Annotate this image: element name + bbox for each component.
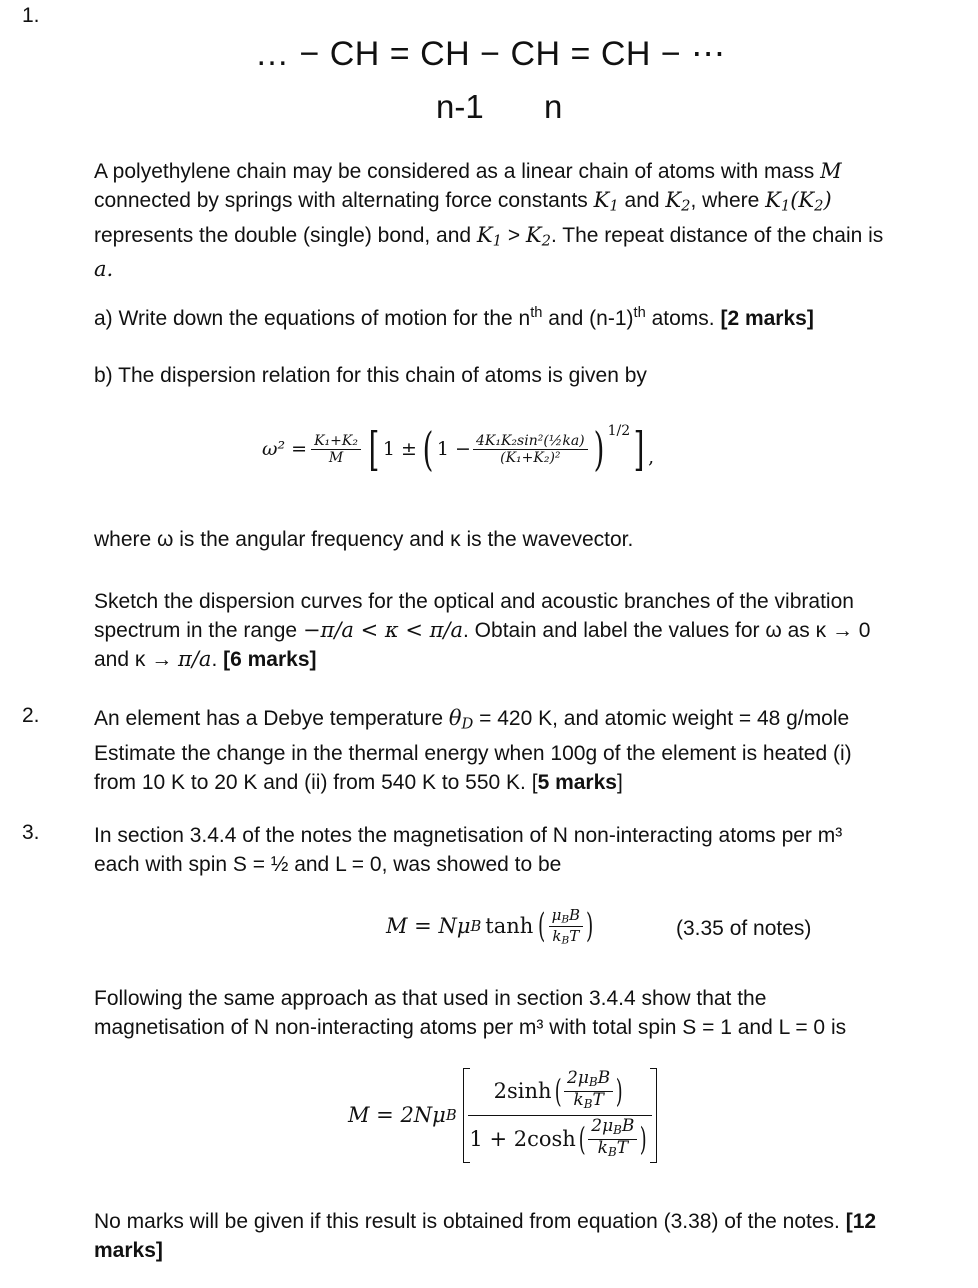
eq-frac-num: K₁+K₂ bbox=[311, 433, 361, 450]
part-a bbox=[94, 305, 814, 331]
eq1-frac-num bbox=[549, 906, 584, 927]
eq-frac bbox=[311, 433, 361, 466]
q3-line-2: each with spin S = ½ and L = 0, was showed to be bbox=[94, 853, 562, 876]
sketch-line-3b: . bbox=[211, 648, 224, 671]
intro-text-3: represents the double (single) bond, and bbox=[94, 223, 477, 247]
eq1-right-paren: ) bbox=[586, 906, 594, 947]
eq1-temperature: T bbox=[569, 926, 580, 945]
where-omega: where ω is the angular frequency and κ is the wavevector. bbox=[94, 528, 634, 551]
eq-right-bracket: ] bbox=[633, 422, 645, 476]
sketch-line-3a: and κ → bbox=[94, 648, 179, 671]
eq2-den-arg-mu: 2μ bbox=[591, 1115, 614, 1136]
eq1-field: B bbox=[569, 906, 581, 924]
no-marks-text: No marks will be given if this result is obtained from equation (3.38) of the notes. bbox=[94, 1210, 846, 1233]
eq-inner-den: (K₁+K₂)² bbox=[500, 449, 561, 466]
eq2-den-arg-k: k bbox=[597, 1137, 608, 1158]
part-a-end: atoms. bbox=[645, 307, 721, 331]
q1-number: 1. bbox=[22, 4, 40, 27]
part-a-th-2: th bbox=[633, 305, 646, 321]
eq1-mu: μ bbox=[551, 906, 562, 924]
no-marks-marks-1: [12 bbox=[845, 1210, 877, 1233]
q2-line-3-text: from 10 K to 20 K and (ii) from 540 K to 550 K. [ bbox=[94, 770, 538, 794]
theta-sub: D bbox=[461, 715, 474, 733]
eq-one-minus: 1 − bbox=[436, 438, 471, 460]
eq1-reference: (3.35 of notes) bbox=[676, 917, 812, 940]
sketch-line-1: Sketch the dispersion curves for the optical and acoustic branches of the vibration bbox=[94, 590, 854, 613]
sketch-line-3 bbox=[94, 645, 934, 674]
part-a-th-1: th bbox=[530, 305, 543, 321]
eq2-lhs-sub: B bbox=[445, 1106, 457, 1124]
intro-line-3 bbox=[94, 221, 934, 256]
follow-line-1: Following the same approach as that used in section 3.4.4 show that the bbox=[94, 987, 767, 1010]
label-n-minus-1: n-1 bbox=[436, 88, 484, 125]
eq2-frac bbox=[468, 1070, 652, 1161]
part-a-mid: and (n-1) bbox=[542, 307, 634, 331]
eq1-k-sub: B bbox=[561, 934, 570, 947]
repeat-distance-symbol: a. bbox=[94, 257, 114, 282]
dispersion-equation bbox=[262, 422, 654, 476]
eq-comma: , bbox=[648, 446, 655, 468]
sketch-paragraph bbox=[94, 587, 934, 674]
eq-left-paren: ( bbox=[422, 422, 434, 476]
sketch-line-2b: . Obtain and label the values for ω as κ → 0 bbox=[463, 619, 871, 642]
eq2-num-arg-mu: 2μ bbox=[567, 1068, 589, 1088]
eq2-cosh: 1 + 2cosh bbox=[469, 1127, 576, 1152]
intro-mass-symbol: M bbox=[820, 159, 842, 183]
k2-ineq: $K_2$ bbox=[525, 222, 551, 250]
eq2-den-arg-k-sub: B bbox=[607, 1144, 617, 1159]
eq2-den-arg-field: B bbox=[621, 1115, 635, 1136]
follow-paragraph bbox=[94, 984, 934, 1042]
eq2-num-arg-field: B bbox=[597, 1068, 611, 1088]
eq2-den-arg-t: T bbox=[616, 1137, 629, 1158]
eq2-num-arg-k: k bbox=[573, 1089, 584, 1110]
sketch-range: −π/a < κ < π/a bbox=[302, 618, 464, 642]
sketch-line-2a: spectrum in the range bbox=[94, 619, 303, 642]
no-marks-paragraph bbox=[94, 1207, 934, 1265]
eq2-den: 1 + 2cosh ( $\frac{2\mu_BB}{k_BT}$ ) bbox=[469, 1115, 648, 1159]
eq2-sinh: 2sinh bbox=[493, 1079, 552, 1104]
q2-line-2: Estimate the change in the thermal energy when 100g of the element is heated (i) bbox=[94, 741, 852, 765]
label-n: n bbox=[544, 88, 563, 125]
equation-3-35 bbox=[386, 906, 596, 946]
eq1-frac bbox=[549, 906, 584, 946]
sketch-pi-a: π/a bbox=[178, 647, 212, 671]
eq2-num-arg bbox=[564, 1070, 613, 1113]
eq2-brackets bbox=[463, 1068, 657, 1163]
sketch-line-2 bbox=[94, 616, 934, 645]
eq2-lhs: M = 2Nμ bbox=[348, 1103, 446, 1128]
eq-power: 1/2 bbox=[607, 423, 631, 439]
intro-text-2: connected by springs with alternating force constants bbox=[94, 189, 594, 212]
q2-line-1b: = 420 K, and atomic weight = 48 g/mole bbox=[473, 707, 850, 730]
k2-symbol: $K_2$ bbox=[665, 188, 691, 215]
q3-line-1: In section 3.4.4 of the notes the magnetisation of N non-interacting atoms per m³ bbox=[94, 824, 843, 847]
q1-intro bbox=[94, 157, 934, 284]
q2-number: 2. bbox=[22, 704, 40, 727]
part-a-text: a) Write down the equations of motion for the n bbox=[94, 307, 531, 331]
where-text: , where bbox=[690, 189, 766, 212]
follow-line-2: magnetisation of N non-interacting atoms per m³ with total spin S = 1 and L = 0 is bbox=[94, 1016, 847, 1039]
q2-line-1a: An element has a Debye temperature bbox=[94, 707, 449, 730]
eq-one-pm: 1 ± bbox=[382, 438, 417, 460]
eq2-num-arg-k-sub: B bbox=[583, 1096, 593, 1111]
eq2-num-arg-mu-sub: B bbox=[588, 1074, 598, 1089]
q2-paragraph bbox=[94, 704, 934, 797]
eq1-tanh: tanh bbox=[485, 914, 534, 939]
q3-number: 3. bbox=[22, 821, 40, 844]
eq-inner-num: 4K₁K₂sin²(½ka) bbox=[473, 433, 588, 450]
eq1-k: k bbox=[552, 926, 562, 945]
k1-ineq: $K_1$ bbox=[476, 222, 502, 250]
intro-line-1 bbox=[94, 157, 934, 186]
chain-formula: … − CH = CH − CH = CH − ⋯ bbox=[255, 35, 726, 73]
eq-left-bracket: [ bbox=[368, 422, 380, 476]
eq-right-paren: ) bbox=[593, 422, 605, 476]
eq1-left-paren: ( bbox=[538, 906, 546, 947]
q2-line-3-end: ] bbox=[616, 770, 623, 794]
part-b: b) The dispersion relation for this chain of atoms is given by bbox=[94, 364, 647, 387]
gt-sign: > bbox=[501, 223, 526, 247]
k1-k2-paren: $K_1(K_2)$ bbox=[765, 188, 832, 215]
eq2-den-arg-mu-sub: B bbox=[613, 1122, 622, 1137]
q3-paragraph bbox=[94, 821, 934, 879]
q2-line-3 bbox=[94, 768, 934, 797]
eq1-frac-den bbox=[549, 927, 582, 947]
eq-frac-den: M bbox=[328, 449, 344, 466]
theta-symbol: θ bbox=[448, 706, 462, 730]
eq2-num-arg-t: T bbox=[592, 1089, 604, 1110]
eq1-mu-sub: B bbox=[561, 913, 570, 926]
intro-line-2 bbox=[94, 186, 934, 221]
eq-omega-squared: ω² = bbox=[262, 438, 308, 460]
equation-spin-1 bbox=[348, 1068, 657, 1163]
eq2-num: 2sinh ( $\frac{2\mu_BB}{k_BT}$ ) bbox=[468, 1070, 652, 1116]
eq-inner-frac bbox=[473, 433, 588, 466]
intro-text-3-end: . The repeat distance of the chain is bbox=[550, 223, 884, 247]
k1-symbol: $K_1$ bbox=[593, 188, 619, 215]
eq2-den-arg bbox=[588, 1115, 637, 1161]
q2-marks: 5 marks bbox=[537, 770, 617, 794]
no-marks-line-1 bbox=[94, 1207, 934, 1236]
and-text: and bbox=[618, 189, 666, 212]
sketch-marks: [6 marks] bbox=[223, 648, 317, 671]
part-a-marks: [2 marks] bbox=[720, 307, 814, 331]
intro-text-1: A polyethylene chain may be considered as a linear chain of atoms with mass bbox=[94, 160, 821, 183]
q2-line-1 bbox=[94, 704, 934, 739]
eq1-lhs-sub: B bbox=[470, 917, 482, 935]
no-marks-marks-2: marks] bbox=[94, 1239, 163, 1262]
eq1-lhs: M = Nμ bbox=[386, 914, 471, 939]
